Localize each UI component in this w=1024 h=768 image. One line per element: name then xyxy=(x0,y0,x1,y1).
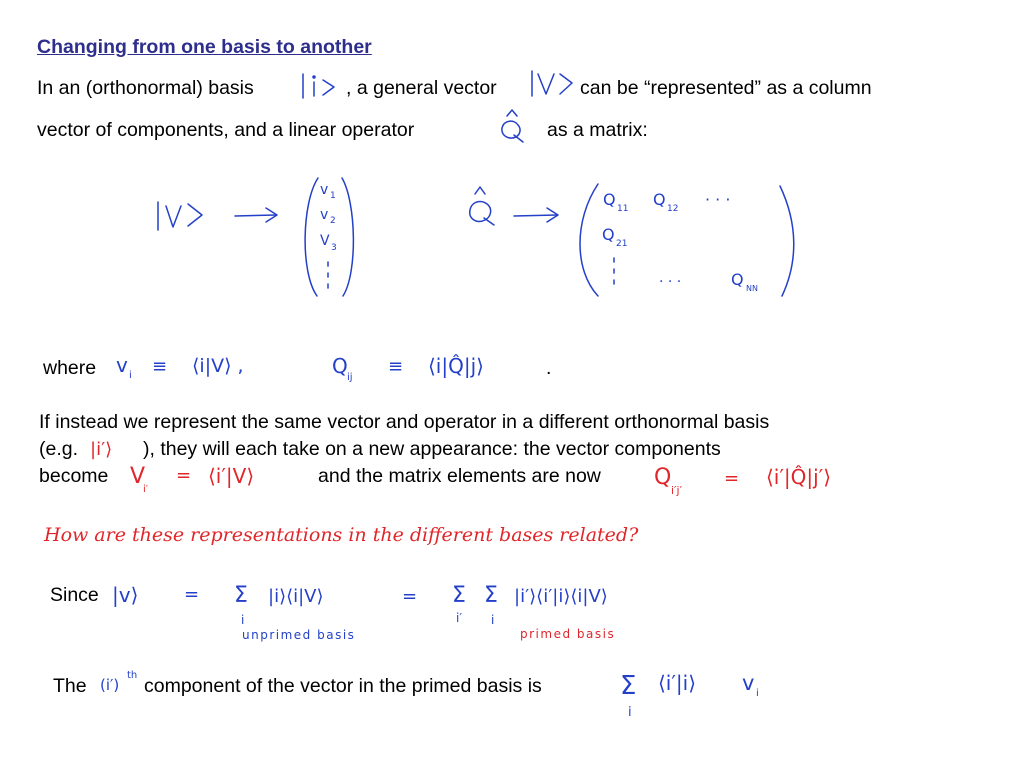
svg-text:v: v xyxy=(320,182,329,198)
intro-text-1c: can be “represented” as a column xyxy=(580,77,872,99)
svg-text:i: i xyxy=(491,613,495,627)
svg-text:=: = xyxy=(176,465,192,486)
svg-text:≡: ≡ xyxy=(388,356,404,377)
svg-text:th: th xyxy=(127,670,138,681)
operator-matrix-handwriting xyxy=(462,180,802,304)
component-definition-handwriting xyxy=(110,350,545,384)
svg-text:⟨i|V⟩ ,: ⟨i|V⟩ , xyxy=(192,355,244,377)
unprimed-basis-label: unprimed basis xyxy=(242,628,356,642)
slide-title: Changing from one basis to another xyxy=(37,36,372,58)
svg-text:⟨i′|Q̂|j′⟩: ⟨i′|Q̂|j′⟩ xyxy=(766,465,832,489)
svg-text:i: i xyxy=(129,370,132,381)
svg-text:12: 12 xyxy=(667,204,679,214)
paragraph-2-line-1: If instead we represent the same vector and operator in a different orthonormal basis xyxy=(39,411,770,433)
paragraph-2-line-3a: become xyxy=(39,465,109,487)
primed-basis-label: primed basis xyxy=(520,627,616,641)
svg-text:|v⟩: |v⟩ xyxy=(112,583,139,607)
svg-text:v: v xyxy=(116,353,128,377)
paragraph-2-line-2a: (e.g. xyxy=(39,438,79,460)
where-label: where xyxy=(43,357,97,379)
svg-text:=: = xyxy=(724,468,740,489)
svg-text:|i′⟩⟨i′|i⟩⟨i|V⟩: |i′⟩⟨i′|i⟩⟨i|V⟩ xyxy=(514,586,608,607)
intro-text-2b: as a matrix: xyxy=(547,119,648,141)
svg-text:Q: Q xyxy=(653,190,666,209)
primed-component-handwriting xyxy=(126,458,306,498)
svg-text:i: i xyxy=(241,613,245,627)
svg-text:2: 2 xyxy=(330,216,336,226)
svg-text:Q: Q xyxy=(603,190,616,209)
intro-text-2a: vector of components, and a linear operator xyxy=(37,119,415,141)
svg-text:i′j′: i′j′ xyxy=(671,484,683,497)
svg-text:NN: NN xyxy=(746,284,758,293)
vector-representation-handwriting xyxy=(150,172,365,300)
svg-text:(i′): (i′) xyxy=(100,676,120,694)
svg-text:⟨i′|i⟩: ⟨i′|i⟩ xyxy=(658,671,696,695)
svg-text:=: = xyxy=(184,584,200,605)
paragraph-2-line-3b: and the matrix elements are now xyxy=(318,465,601,487)
svg-text:|i⟩⟨i|V⟩: |i⟩⟨i|V⟩ xyxy=(268,586,324,607)
svg-text:Σ: Σ xyxy=(452,583,466,608)
completeness-expansion-handwriting xyxy=(108,574,698,630)
intro-text-1a: In an (orthonormal) basis xyxy=(37,77,254,99)
question-text: How are these representations in the different bases related? xyxy=(44,524,639,546)
svg-text:ij: ij xyxy=(347,372,353,383)
svg-text:=: = xyxy=(402,586,418,607)
svg-text:Q: Q xyxy=(602,225,615,244)
svg-text:Σ: Σ xyxy=(620,671,637,701)
component-text: component of the vector in the primed basis is xyxy=(144,675,542,697)
where-period: . xyxy=(546,357,552,379)
since-label: Since xyxy=(50,584,99,606)
ith-superscript-handwriting xyxy=(98,666,144,696)
svg-text:1: 1 xyxy=(330,191,336,201)
svg-text:· · ·: · · · xyxy=(705,190,731,209)
svg-text:V: V xyxy=(320,233,330,249)
svg-text:≡: ≡ xyxy=(152,356,168,377)
svg-text:· · ·: · · · xyxy=(659,274,682,290)
svg-text:Q: Q xyxy=(332,354,348,378)
svg-text:Σ: Σ xyxy=(234,583,248,608)
primed-component-sum-handwriting xyxy=(614,660,780,720)
svg-text:Q: Q xyxy=(731,270,744,289)
svg-text:Σ: Σ xyxy=(484,583,498,608)
svg-text:i′: i′ xyxy=(143,484,149,495)
svg-text:V: V xyxy=(130,464,146,489)
svg-text:3: 3 xyxy=(331,243,337,253)
svg-text:v: v xyxy=(742,671,755,695)
svg-text:Q: Q xyxy=(654,465,672,490)
the-label: The xyxy=(53,675,87,697)
svg-text:i: i xyxy=(756,688,759,699)
svg-text:|i′⟩: |i′⟩ xyxy=(90,439,113,460)
primed-matrix-element-handwriting xyxy=(652,456,897,502)
ket-i-handwriting xyxy=(298,70,343,104)
svg-text:⟨i|Q̂|j⟩: ⟨i|Q̂|j⟩ xyxy=(428,354,484,378)
intro-text-1b: , a general vector xyxy=(346,77,497,99)
svg-text:i: i xyxy=(628,705,632,720)
svg-text:11: 11 xyxy=(617,204,629,214)
svg-text:21: 21 xyxy=(616,239,628,249)
q-hat-handwriting xyxy=(496,108,532,146)
ket-v-handwriting xyxy=(528,68,576,102)
svg-text:⟨i′|V⟩: ⟨i′|V⟩ xyxy=(208,464,255,488)
svg-text:i′: i′ xyxy=(456,611,463,625)
paragraph-2-line-2b: ), they will each take on a new appearance: the vector components xyxy=(143,438,721,460)
svg-text:v: v xyxy=(320,207,329,223)
